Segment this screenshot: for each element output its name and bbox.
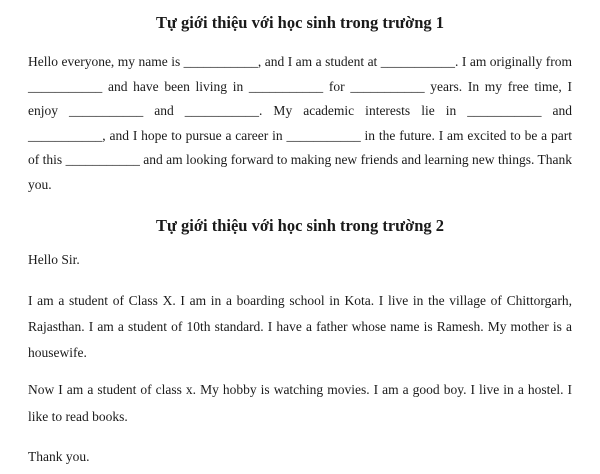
section-2-title: Tự giới thiệu với học sinh trong trường 2 bbox=[155, 216, 445, 235]
section-1-title: Tự giới thiệu với học sinh trong trường 1 bbox=[155, 13, 445, 32]
section-2-greeting: Hello Sir. bbox=[28, 252, 80, 267]
section-1-paragraph: Hello everyone, my name is ___________, and I am a student at ___________. I am originally from ___________ and have been living in ___________ for ___________ years. In my free time, I enjoy ___________ and ___________. My academic interests lie in ___________ and ___________, and I hope to pursue a career in ___________ in the future. I am excited to be a part of this ___________ and am looking forward to making new friends and learning new things. Thank you. bbox=[28, 54, 572, 192]
section-2-paragraph-2: Now I am a student of class x. My hobby is watching movies. I am a good boy. I live in a hostel. I like to read books. bbox=[28, 381, 572, 424]
section-2-paragraph-1: I am a student of Class X. I am in a boarding school in Kota. I live in the village of Chittorgarh, Rajasthan. I am a student of 10th standard. I have a father whose name is Ramesh. My mother is a housewife. bbox=[28, 292, 572, 360]
section-2-closing: Thank you. bbox=[28, 448, 90, 464]
